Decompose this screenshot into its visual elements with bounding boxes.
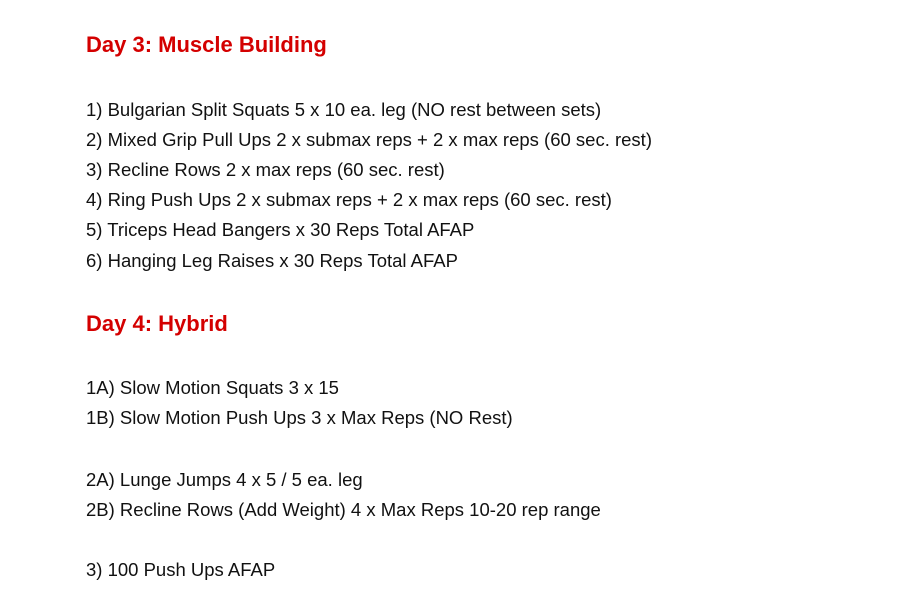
day3-exercise-4: 4) Ring Push Ups 2 x submax reps + 2 x max reps (60 sec. rest) [86,189,612,210]
day4-heading: Day 4: Hybrid [86,311,228,336]
day3-exercise-3: 3) Recline Rows 2 x max reps (60 sec. rest) [86,159,445,180]
day4-exercise-2b: 2B) Recline Rows (Add Weight) 4 x Max Reps 10-20 rep range [86,499,601,520]
day4-exercise-1b: 1B) Slow Motion Push Ups 3 x Max Reps (NO Rest) [86,407,513,428]
day3-heading: Day 3: Muscle Building [86,32,327,57]
day3-exercise-1: 1) Bulgarian Split Squats 5 x 10 ea. leg (NO rest between sets) [86,99,602,120]
day4-exercise-1a: 1A) Slow Motion Squats 3 x 15 [86,377,339,398]
day4-exercise-2a: 2A) Lunge Jumps 4 x 5 / 5 ea. leg [86,469,363,490]
day3-exercise-5: 5) Triceps Head Bangers x 30 Reps Total AFAP [86,219,475,240]
day3-exercise-6: 6) Hanging Leg Raises x 30 Reps Total AFAP [86,250,458,271]
day3-exercise-2: 2) Mixed Grip Pull Ups 2 x submax reps + 2 x max reps (60 sec. rest) [86,129,652,150]
day4-exercise-3: 3) 100 Push Ups AFAP [86,559,276,580]
